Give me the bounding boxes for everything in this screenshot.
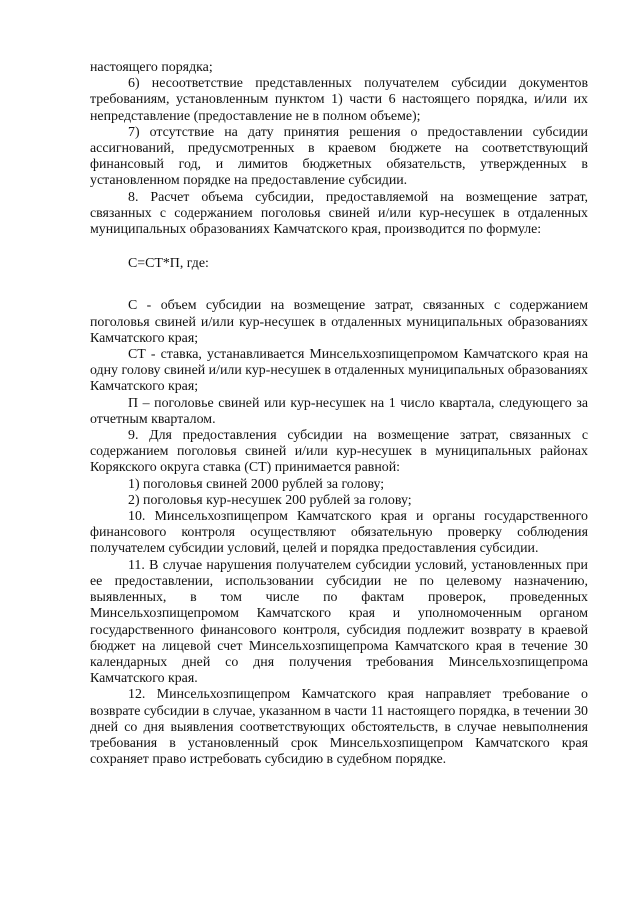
document-page <box>90 60 588 768</box>
paragraph-item-6: 6) несоответствие представленных получателем субсидии документов требованиям, установленным пунктом 1) части 6 настоящего порядка, и/или их непредставление (предоставление не в полном объеме); <box>90 76 588 124</box>
paragraph-item-11: 11. В случае нарушения получателем субсидии условий, установленных при ее предоставлении, использовании субсидии не по целевому назначению, выявленных, в том числе по фактам проверок, проведенных Минсельхозпищепромом Камчатского края и уполномоченным органом государственного финансового контроля, субсидия подлежит возврату в краевой бюджет на лицевой счет Минсельхозпищепрома Камчатского края в течение 30 календарных дней со дня получения требования Минсельхозпищепрома Камчатского края. <box>90 557 588 687</box>
definition-st: СТ - ставка, устанавливается Минсельхозпищепромом Камчатского края на одну голову свиней и/или кур-несушек в отдаленных муниципальных образованиях Камчатского края; <box>90 347 588 395</box>
paragraph-item-10: 10. Минсельхозпищепром Камчатского края и органы государственного финансового контроля осуществляют обязательную проверку соблюдения получателем субсидии условий, целей и порядка предоставления субсидии. <box>90 509 588 557</box>
paragraph-item-12: 12. Минсельхозпищепром Камчатского края направляет требование о возврате субсидии в случае, указанном в части 11 настоящего порядка, в течении 30 дней со дня выявления соответствующих обстоятельств, в случае невыполнения требования в установленный срок Минсельхозпищепром Камчатского края сохраняет право истребовать субсидию в судебном порядке. <box>90 687 588 768</box>
paragraph-item-9: 9. Для предоставления субсидии на возмещение затрат, связанных с содержанием поголовья свиней и/или кур-несушек в муниципальных районах Корякского округа ставка (СТ) принимается равной: <box>90 428 588 476</box>
definition-p: П – поголовье свиней или кур-несушек на 1 число квартала, следующего за отчетным кварталом. <box>90 395 588 427</box>
paragraph-continuation: настоящего порядка; <box>90 60 213 75</box>
subitem-9-1: 1) поголовья свиней 2000 рублей за голову; <box>128 476 385 492</box>
paragraph-item-8: 8. Расчет объема субсидии, предоставляемой на возмещение затрат, связанных с содержанием поголовья свиней и/или кур-несушек в отдаленных муниципальных образованиях Камчатского края, производится по формуле: <box>90 189 588 238</box>
subitem-9-2: 2) поголовья кур-несушек 200 рублей за голову; <box>128 492 412 508</box>
paragraph-item-7: 7) отсутствие на дату принятия решения о предоставлении субсидии ассигнований, предусмотренных в краевом бюджете на соответствующий финансовый год, и лимитов бюджетных обязательств, утвержденных в установленном порядке на предоставление субсидии. <box>90 124 588 189</box>
formula: С=СТ*П, где: <box>128 256 209 272</box>
definition-s: С - объем субсидии на возмещение затрат, связанных с содержанием поголовья свиней и/или кур-несушек в отдаленных муниципальных образованиях Камчатского края; <box>90 298 588 346</box>
